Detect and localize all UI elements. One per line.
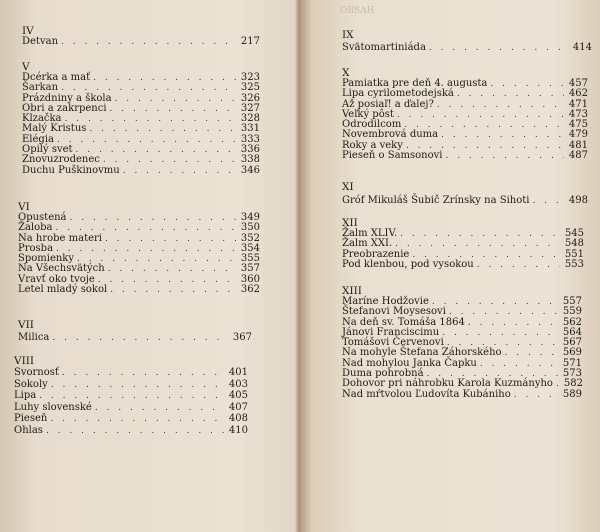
entry-title: Dcérka a mať — [22, 72, 91, 83]
toc-entry — [14, 367, 248, 379]
entry-page: 410 — [228, 424, 248, 436]
entry-page: 355 — [240, 253, 260, 265]
entry-title: Jánovi Franciscimu — [342, 326, 440, 338]
entry-title: Pieseň o Samsonovi — [342, 150, 443, 162]
leader-dots — [477, 359, 558, 369]
section-iv — [22, 26, 260, 47]
entry-title: Odrodilcom — [342, 119, 402, 131]
entry-page: 571 — [562, 357, 582, 369]
entry-page: 548 — [564, 238, 584, 250]
leader-dots — [439, 328, 558, 338]
entry-page: 328 — [240, 113, 260, 125]
leader-dots — [48, 380, 224, 392]
entry-page: 481 — [568, 139, 588, 151]
leader-dots — [426, 43, 568, 53]
entry-page: 360 — [240, 273, 260, 285]
toc-entry — [342, 260, 584, 270]
left-page — [0, 0, 296, 532]
section-label: IV — [22, 25, 34, 37]
entry-title: Štefanovi Moysesovi — [342, 306, 446, 318]
entry-title: Maríne Hodžovie — [342, 296, 429, 307]
toc-entry — [22, 37, 260, 47]
entry-page: 457 — [568, 78, 588, 89]
entry-page: 582 — [563, 378, 583, 390]
entry-page: 498 — [568, 195, 588, 206]
section-viii — [14, 356, 248, 437]
section-x — [342, 68, 588, 161]
entry-title: Nad mohylou Janka Čapku — [342, 357, 477, 369]
entry-page: 569 — [562, 347, 582, 359]
entry-page: 567 — [562, 337, 582, 349]
section-vi — [18, 202, 260, 295]
toc-entry — [18, 213, 260, 223]
entry-title: Pod klenbou, pod vysokou — [342, 258, 474, 270]
entry-title: Duchu Puškinovmu — [22, 164, 120, 176]
section-xii — [342, 218, 584, 270]
entry-title: Ohlas — [14, 424, 43, 436]
entry-page: 475 — [568, 119, 588, 131]
entry-title: Milica — [18, 332, 50, 343]
leader-dots — [474, 260, 560, 270]
entry-title: Na Všechsvätých — [18, 263, 105, 275]
entry-title: Na hrobe materi — [18, 232, 102, 244]
section-label: VIII — [14, 355, 35, 367]
leader-dots — [502, 348, 558, 358]
leader-dots — [107, 104, 236, 114]
entry-title: Prázdniny a škola — [22, 92, 112, 104]
toc-entry — [22, 166, 260, 176]
leader-dots — [394, 110, 564, 120]
section-label: VI — [18, 201, 30, 213]
entry-title: Žalm XXI. — [342, 238, 393, 250]
toc-entry — [342, 151, 588, 161]
entry-page: 471 — [568, 98, 588, 110]
entry-title: Na mohyle Štefana Záhorského — [342, 347, 502, 359]
leader-dots — [90, 73, 236, 83]
leader-dots — [529, 196, 564, 206]
leader-dots — [43, 426, 224, 438]
leader-dots — [95, 275, 236, 285]
entry-title: Až posiaľ! a ďalej? — [342, 98, 434, 110]
entry-page: 350 — [240, 222, 260, 234]
entry-page: 367 — [232, 332, 252, 343]
entry-title: Sokoly — [14, 378, 48, 390]
entry-title: Gróf Mikuláš Šubič Zrínsky na Sihoti — [342, 195, 530, 206]
entry-page: 336 — [240, 144, 260, 156]
toc-entry — [14, 390, 248, 402]
entry-page: 473 — [568, 108, 588, 120]
toc-entry — [14, 425, 248, 437]
entry-title: Opustená — [18, 212, 67, 223]
entry-title: Šarkan — [22, 82, 59, 94]
entry-title: Novembrová duma — [342, 129, 439, 141]
entry-title: Elégia — [22, 133, 54, 145]
entry-title: Klzačka — [22, 113, 62, 125]
leader-dots — [397, 229, 560, 239]
entry-page: 545 — [564, 228, 584, 239]
toc-entry — [342, 43, 592, 53]
entry-title: Spomienky — [18, 253, 75, 265]
entry-title: Opilý svet — [22, 144, 73, 156]
leader-dots — [53, 244, 236, 254]
entry-title: Malý Kristus — [22, 123, 87, 135]
section-v — [22, 62, 260, 176]
entry-title: Pamiatka pre deň 4. augusta — [342, 78, 488, 89]
section-label: VII — [18, 319, 34, 331]
right-page — [302, 0, 600, 532]
entry-page: 354 — [240, 242, 260, 254]
leader-dots — [438, 130, 564, 140]
leader-dots — [465, 318, 558, 328]
entry-page: 462 — [568, 88, 588, 100]
entry-title: Dohovor pri náhrobku Karola Kuzmányho — [342, 378, 553, 390]
leader-dots — [105, 264, 236, 274]
leader-dots — [54, 135, 236, 145]
entry-page: 559 — [562, 306, 582, 318]
entry-page: 349 — [240, 212, 260, 223]
entry-page: 405 — [228, 390, 248, 402]
leader-dots — [102, 234, 236, 244]
entry-title: Žaloba — [18, 222, 53, 234]
leader-dots — [100, 155, 236, 165]
entry-title: Žalm XLIV. — [342, 228, 398, 239]
toc-entry — [22, 124, 260, 134]
entry-page: 573 — [562, 368, 582, 380]
entry-page: 551 — [564, 248, 584, 260]
entry-title: Lipa cyrilometodejská — [342, 88, 454, 100]
leader-dots — [92, 403, 224, 415]
entry-title: Pieseň — [14, 413, 48, 425]
entry-page: 333 — [240, 133, 260, 145]
entry-page: 401 — [228, 367, 248, 378]
entry-page: 479 — [568, 129, 588, 141]
section-ix — [342, 30, 592, 53]
leader-dots — [454, 89, 564, 99]
entry-page: 403 — [228, 378, 248, 390]
leader-dots — [511, 390, 558, 400]
section-xiii — [342, 286, 582, 400]
section-label: V — [22, 61, 30, 73]
section-xi — [342, 182, 588, 206]
leader-dots — [434, 100, 564, 110]
leader-dots — [120, 166, 236, 176]
leader-dots — [59, 368, 224, 380]
entry-title: Letel mladý sokol — [18, 284, 108, 296]
toc-entry — [18, 234, 260, 244]
entry-title: Obri a zakrpenci — [22, 102, 107, 114]
toc-entry — [14, 413, 248, 425]
entry-page: 408 — [228, 413, 248, 425]
entry-title: Svornosť — [14, 367, 59, 378]
entry-title: Vravť oko tvoje — [18, 273, 95, 285]
leader-dots — [442, 151, 564, 161]
entry-page: 562 — [562, 316, 582, 328]
leader-dots — [487, 79, 564, 89]
leader-dots — [112, 94, 236, 104]
toc-entry — [18, 285, 260, 295]
section-label: XI — [342, 181, 354, 193]
section-label: XIII — [342, 285, 362, 297]
section-label: X — [342, 67, 350, 79]
leader-dots — [49, 333, 228, 343]
section-label: XII — [342, 217, 358, 229]
entry-page: 407 — [228, 401, 248, 413]
entry-title: Prosba — [18, 242, 54, 254]
entry-title: Preobrazenie — [342, 248, 410, 260]
entry-page: 217 — [240, 36, 260, 47]
toc-entry — [342, 390, 582, 400]
entry-title: Tomášovi Červenovi — [342, 337, 444, 349]
toc-entry — [14, 379, 248, 391]
entry-title: Lipa — [14, 390, 37, 402]
entry-page: 327 — [240, 102, 260, 114]
leader-dots — [67, 213, 236, 223]
bleed-through-header: OBSAH — [340, 6, 375, 16]
entry-title: Nad mŕtvolou Ľudovíta Kubániho — [342, 388, 511, 400]
leader-dots — [429, 297, 558, 307]
entry-page: 414 — [572, 42, 592, 53]
entry-title: Roky a veky — [342, 139, 403, 151]
leader-dots — [86, 124, 236, 134]
entry-title: Duma pohrobná — [342, 368, 424, 380]
leader-dots — [107, 285, 236, 295]
entry-title: Luhy slovenské — [14, 401, 92, 413]
section-label: IX — [342, 29, 354, 41]
leader-dots — [58, 37, 236, 47]
entry-page: 564 — [562, 326, 582, 338]
entry-title: Veľký pôst — [342, 108, 394, 120]
entry-title: Detvan — [22, 36, 59, 47]
entry-page: 331 — [240, 123, 260, 135]
entry-page: 553 — [564, 258, 584, 270]
section-vii — [18, 320, 252, 343]
leader-dots — [392, 239, 560, 249]
entry-page: 326 — [240, 92, 260, 104]
leader-dots — [47, 414, 224, 426]
entry-page: 589 — [562, 388, 582, 400]
entry-title: Na deň sv. Tomáša 1864 — [342, 316, 465, 328]
entry-title: Znovuzrodenec — [22, 154, 100, 166]
entry-title: Svätomartiniáda — [342, 42, 426, 53]
toc-entry — [342, 196, 588, 206]
entry-page: 325 — [240, 82, 260, 94]
entry-page: 346 — [240, 164, 260, 176]
leader-dots — [62, 114, 236, 124]
entry-page: 323 — [240, 72, 260, 83]
entry-page: 362 — [240, 284, 260, 296]
toc-entry — [14, 402, 248, 414]
entry-page: 352 — [240, 232, 260, 244]
entry-page: 338 — [240, 154, 260, 166]
entry-page: 487 — [568, 150, 588, 162]
toc-entry — [18, 333, 252, 343]
entry-page: 357 — [240, 263, 260, 275]
entry-page: 557 — [562, 296, 582, 307]
